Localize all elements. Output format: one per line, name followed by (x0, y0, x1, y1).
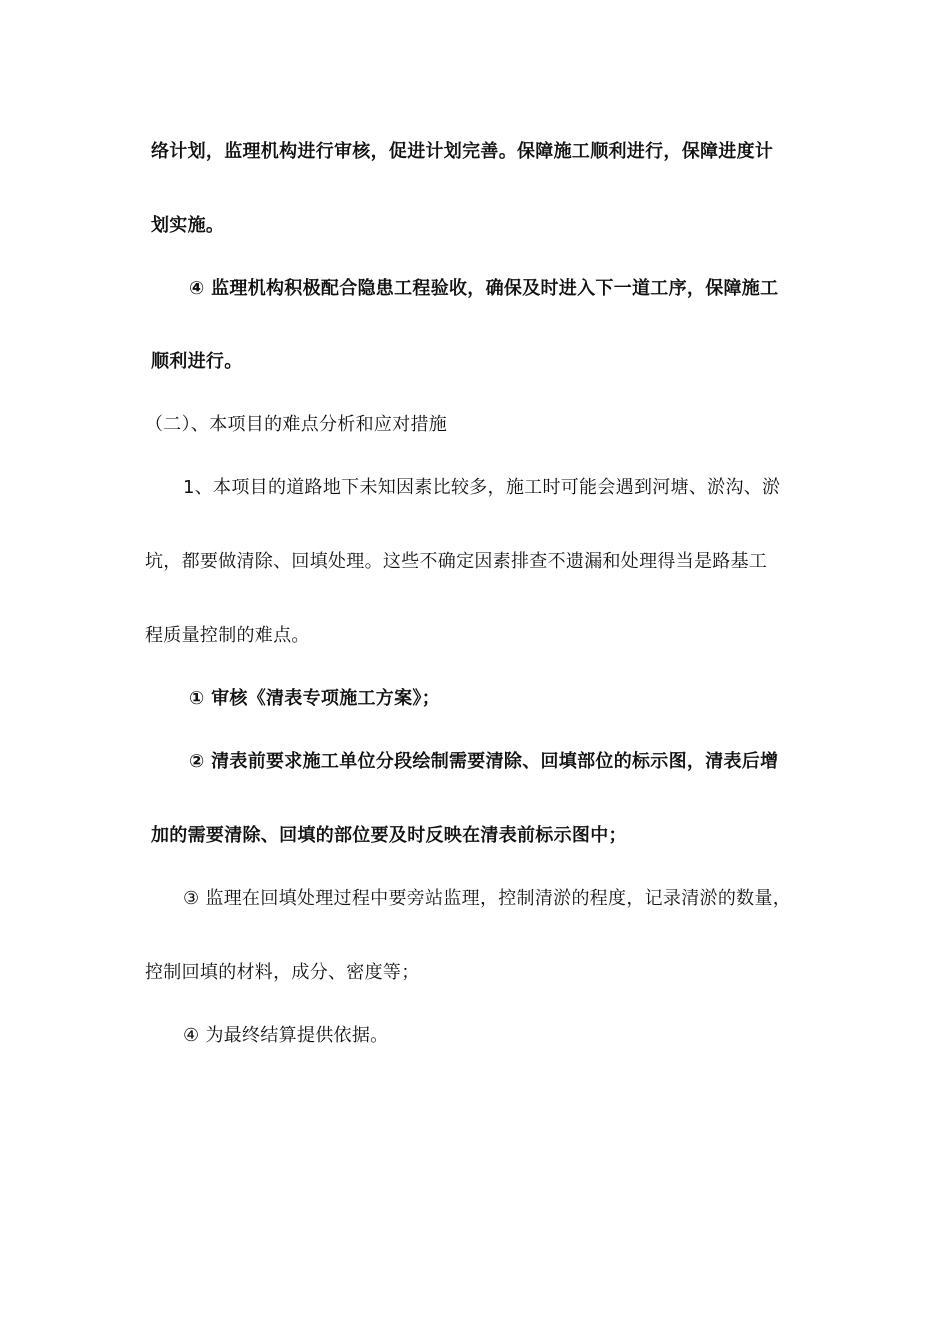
text-line-9: ① 审核《清表专项施工方案》； (189, 688, 441, 709)
text-line-4: 顺利进行。 (151, 351, 243, 372)
text-line-6: 1、本项目的道路地下未知因素比较多，施工时可能会遇到河塘、淤沟、淤 (183, 477, 781, 498)
section-heading: （二）、本项目的难点分析和应对措施 (145, 414, 448, 435)
text-line-13: 控制回填的材料，成分、密度等； (145, 962, 420, 983)
text-line-10: ② 清表前要求施工单位分段绘制需要清除、回填部位的标示图，清表后增 (189, 751, 779, 772)
text-line-7: 坑，都要做清除、回填处理。这些不确定因素排查不遗漏和处理得当是路基工 (145, 551, 768, 572)
text-line-12: ③ 监理在回填处理过程中要旁站监理，控制清淤的程度，记录清淤的数量， (183, 888, 792, 909)
text-line-14: ④ 为最终结算提供依据。 (183, 1025, 389, 1046)
text-line-3: ④ 监理机构积极配合隐患工程验收，确保及时进入下一道工序，保障施工 (189, 278, 779, 299)
text-line-1: 络计划，监理机构进行审核，促进计划完善。保障施工顺利进行，保障进度计 (151, 141, 774, 162)
text-line-11: 加的需要清除、回填的部位要及时反映在清表前标示图中； (151, 825, 627, 846)
text-line-2: 划实施。 (151, 215, 225, 236)
text-line-8: 程质量控制的难点。 (145, 625, 310, 646)
